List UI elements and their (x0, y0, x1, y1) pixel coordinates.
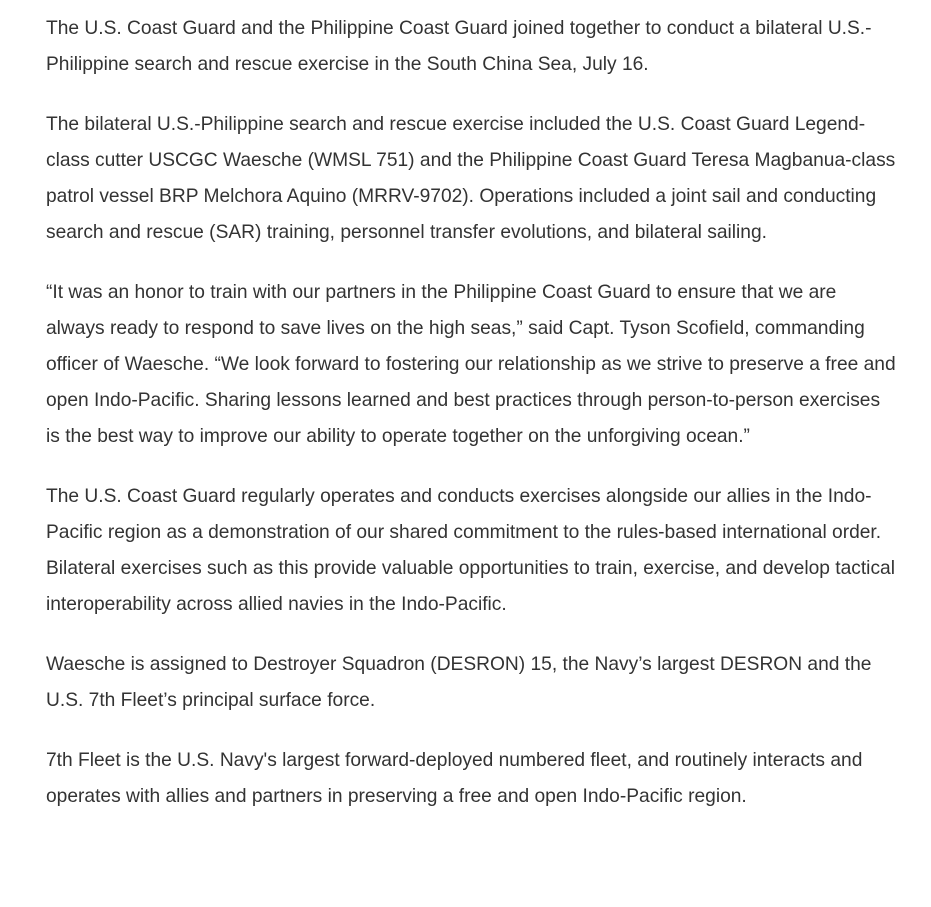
article-paragraph-1: The U.S. Coast Guard and the Philippine Coast Guard joined together to conduct a bilateral U.S.-Philippine search and rescue exercise in the South China Sea, July 16. (46, 18, 872, 75)
article-paragraph-4: The U.S. Coast Guard regularly operates and conducts exercises alongside our allies in the Indo-Pacific region as a demonstration of our shared commitment to the rules-based international order. Bilateral exercises such as this provide valuable opportunities to train, exercise, and develop tactical interoperability across allied navies in the Indo-Pacific. (46, 486, 895, 615)
article-paragraph-2: The bilateral U.S.-Philippine search and rescue exercise included the U.S. Coast Guard Legend-class cutter USCGC Waesche (WMSL 751) and the Philippine Coast Guard Teresa Magbanua-class patrol vessel BRP Melchora Aquino (MRRV-9702). Operations included a joint sail and conducting search and rescue (SAR) training, personnel transfer evolutions, and bilateral sailing. (46, 114, 896, 243)
article-paragraph-3: “It was an honor to train with our partners in the Philippine Coast Guard to ensure that we are always ready to respond to save lives on the high seas,” said Capt. Tyson Scofield, commanding officer of Waesche. “We look forward to fostering our relationship as we strive to preserve a free and open Indo-Pacific. Sharing lessons learned and best practices through person-to-person exercises is the best way to improve our ability to operate together on the unforgiving ocean.” (46, 282, 896, 447)
article-body (46, 11, 896, 839)
article-paragraph-6: 7th Fleet is the U.S. Navy's largest forward-deployed numbered fleet, and routinely interacts and operates with allies and partners in preserving a free and open Indo-Pacific region. (46, 750, 863, 807)
article-paragraph-5: Waesche is assigned to Destroyer Squadron (DESRON) 15, the Navy’s largest DESRON and the U.S. 7th Fleet’s principal surface force. (46, 654, 872, 711)
